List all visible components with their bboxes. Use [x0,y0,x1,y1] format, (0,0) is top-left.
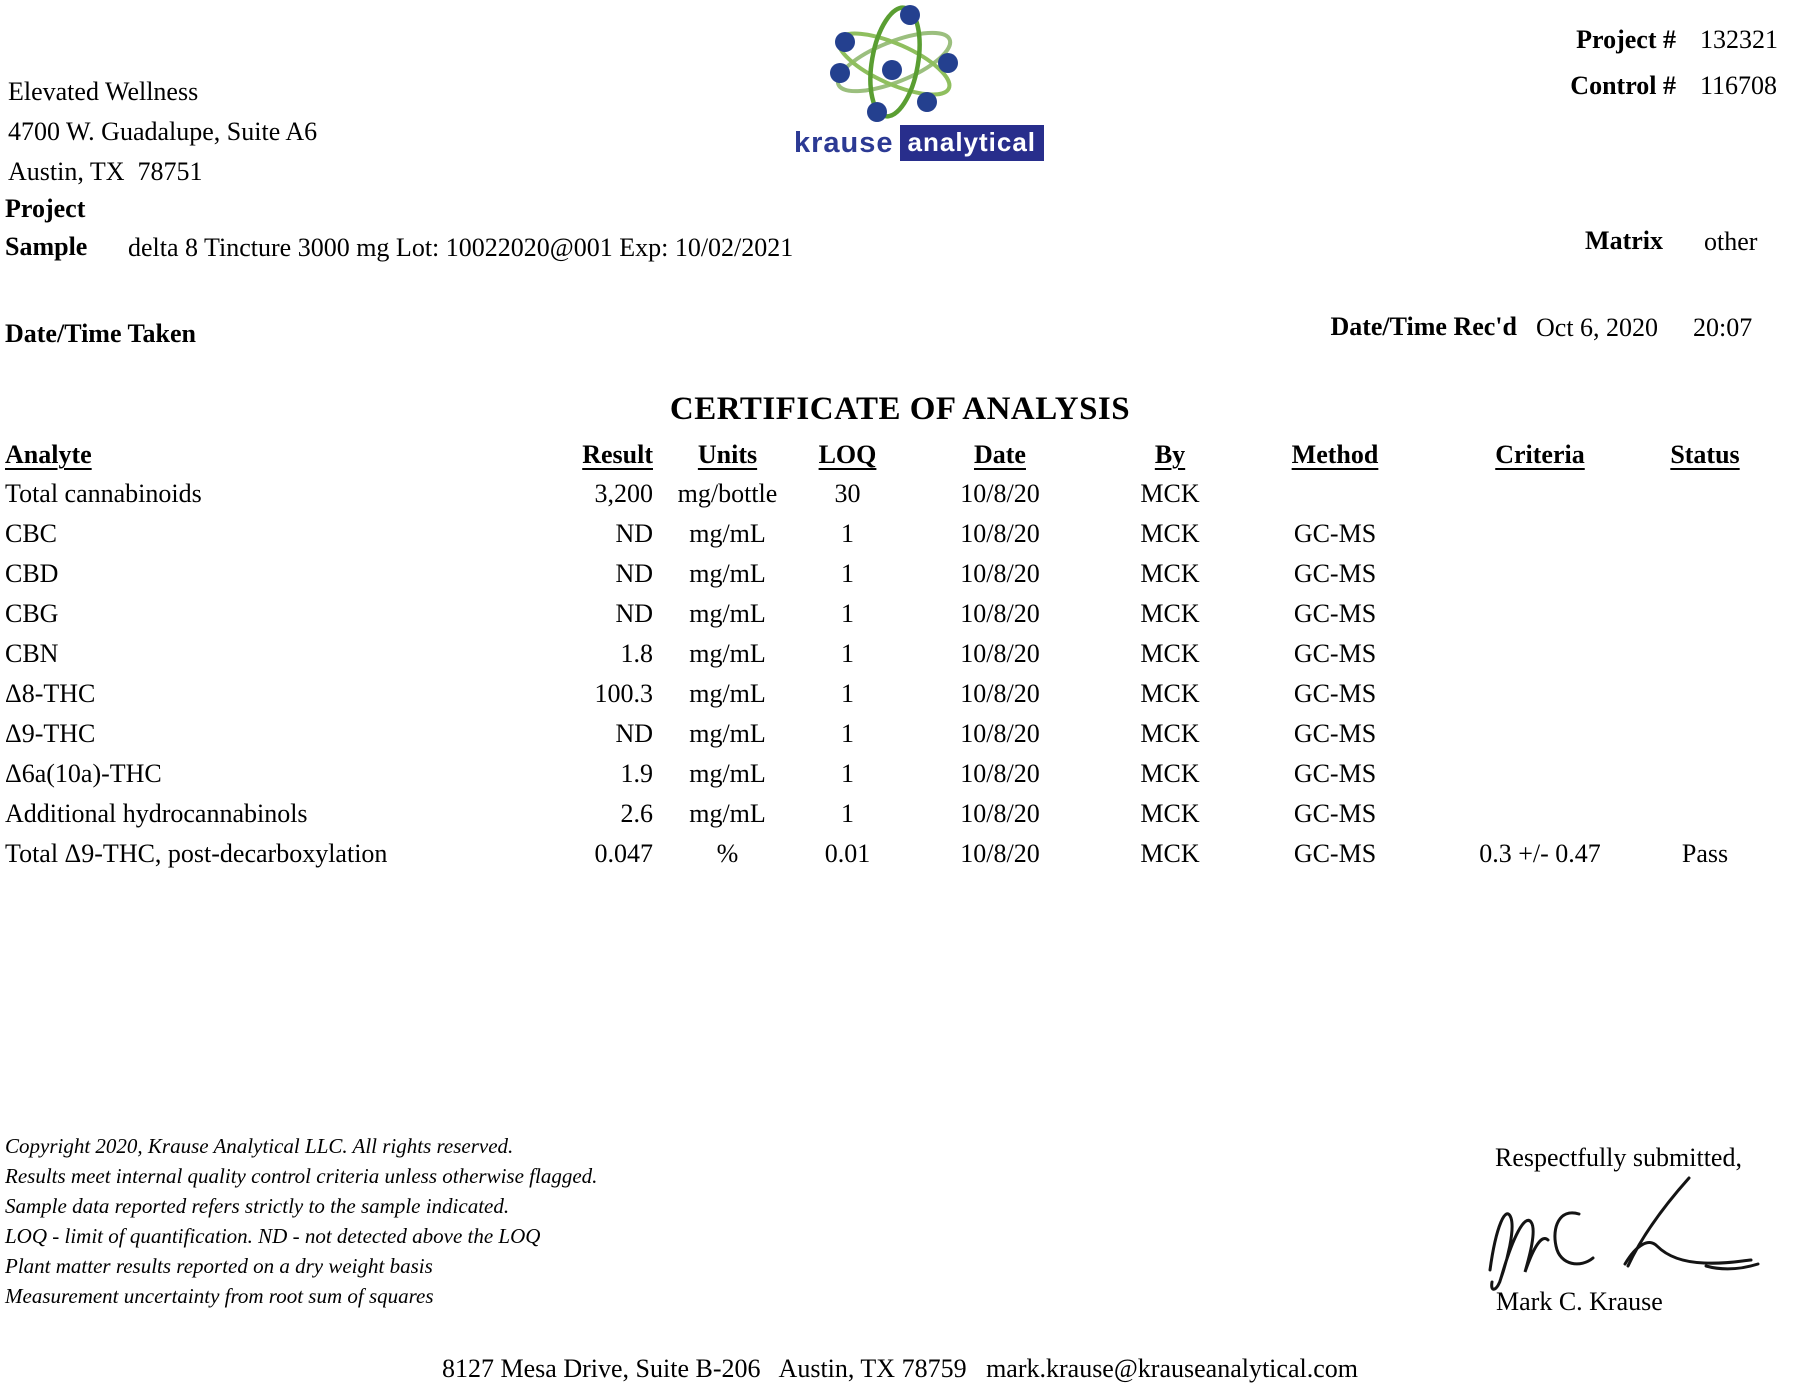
loq-cell: 30 [834,479,861,508]
status-cell [1650,594,1760,634]
by-cell: MCK [1140,799,1200,828]
method-cell: GC-MS [1293,759,1377,788]
table-row [5,474,1760,514]
units-cell: mg/mL [689,559,766,588]
analyte-cell: Total cannabinoids [5,479,202,508]
control-number-label: Control # [1570,71,1676,100]
criteria-cell [1430,554,1650,594]
by-cell: MCK [1140,559,1200,588]
units-cell: mg/mL [689,759,766,788]
table-row [5,674,1760,714]
status-cell [1650,474,1760,514]
table-row [5,794,1760,834]
footnote-line: Measurement uncertainty from root sum of squares [5,1284,434,1308]
date-cell: 10/8/20 [960,639,1040,668]
footnote-line: Sample data reported refers strictly to the sample indicated. [5,1194,510,1218]
units-cell: mg/mL [689,599,766,628]
table-row [5,554,1760,594]
status-cell [1650,714,1760,754]
logo-wordmark [794,125,1044,161]
client-city-state-zip: Austin, TX 78751 [8,157,203,186]
column-header-date: Date [974,440,1026,469]
loq-cell: 1 [841,719,854,748]
loq-cell: 1 [841,639,854,668]
status-cell [1650,754,1760,794]
sample-value: delta 8 Tincture 3000 mg Lot: 10022020@001 Exp: 10/02/2021 [128,233,794,262]
method-cell: GC-MS [1293,639,1377,668]
table-row [5,754,1760,794]
status-cell [1650,554,1760,594]
footnotes-block [5,1131,597,1311]
analyte-cell: CBG [5,599,59,628]
table-header-row [5,436,1760,474]
loq-cell: 1 [841,519,854,548]
analyte-cell: CBN [5,639,59,668]
units-cell: % [716,839,739,868]
criteria-cell [1430,514,1650,554]
column-header-analyte: Analyte [5,440,92,469]
analyte-results-table [5,436,1760,874]
criteria-cell [1430,634,1650,674]
logo-word-krause: krause [794,126,894,159]
loq-cell: 1 [841,599,854,628]
column-header-by: By [1154,440,1186,469]
status-cell [1650,674,1760,714]
result-cell: ND [615,599,653,628]
by-cell: MCK [1140,759,1200,788]
date-cell: 10/8/20 [960,599,1040,628]
footnote-line: Copyright 2020, Krause Analytical LLC. All rights reserved. [5,1134,514,1158]
by-cell: MCK [1140,839,1200,868]
criteria-cell [1430,754,1650,794]
units-cell: mg/mL [689,719,766,748]
client-name: Elevated Wellness [8,77,199,106]
by-cell: MCK [1140,639,1200,668]
table-row [5,634,1760,674]
date-cell: 10/8/20 [960,799,1040,828]
table-row [5,834,1760,874]
result-cell: 3,200 [594,479,653,508]
status-cell: Pass [1681,839,1729,868]
result-cell: ND [615,559,653,588]
method-cell: GC-MS [1293,519,1377,548]
method-cell: GC-MS [1293,679,1377,708]
analyte-table-body [5,474,1760,874]
date-cell: 10/8/20 [960,519,1040,548]
method-cell: GC-MS [1293,799,1377,828]
status-cell [1650,514,1760,554]
by-cell: MCK [1140,719,1200,748]
table-row [5,714,1760,754]
lab-address-footer: 8127 Mesa Drive, Suite B-206 Austin, TX 78759 mark.krause@krauseanalytical.com [442,1354,1358,1383]
by-cell: MCK [1140,679,1200,708]
page-title: CERTIFICATE OF ANALYSIS [669,391,1131,427]
datetime-recd-time: 20:07 [1693,313,1753,342]
by-cell: MCK [1140,479,1200,508]
criteria-cell: 0.3 +/- 0.47 [1479,839,1601,868]
by-cell: MCK [1140,519,1200,548]
status-cell [1650,634,1760,674]
analyte-cell: Δ6a(10a)-THC [5,759,162,788]
analyte-cell: Additional hydrocannabinols [5,799,308,828]
units-cell: mg/mL [689,799,766,828]
result-cell: 100.3 [594,679,653,708]
date-cell: 10/8/20 [960,559,1040,588]
logo-word-analytical: analytical [900,125,1045,161]
analyte-cell: CBC [5,519,58,548]
criteria-cell [1430,474,1650,514]
column-header-criteria: Criteria [1495,440,1585,469]
matrix-label: Matrix [1585,226,1663,255]
criteria-cell [1430,594,1650,634]
footnote-line: Plant matter results reported on a dry weight basis [5,1254,433,1278]
datetime-taken-label: Date/Time Taken [5,319,196,348]
loq-cell: 1 [841,679,854,708]
matrix-value: other [1704,227,1758,256]
criteria-cell [1430,674,1650,714]
analyte-cell: CBD [5,559,59,588]
units-cell: mg/mL [689,679,766,708]
method-cell: GC-MS [1293,559,1377,588]
loq-cell: 1 [841,559,854,588]
result-cell: ND [615,719,653,748]
method-cell: GC-MS [1293,599,1377,628]
krause-analytical-logo [780,2,1037,165]
units-cell: mg/bottle [677,479,778,508]
footnote-line: LOQ - limit of quantification. ND - not detected above the LOQ [5,1224,541,1248]
date-cell: 10/8/20 [960,839,1040,868]
atom-icon [780,2,1020,124]
result-cell: ND [615,519,653,548]
column-header-result: Result [582,440,653,469]
column-header-units: Units [697,440,758,469]
column-header-method: Method [1291,440,1379,469]
method-cell [1240,474,1430,514]
status-cell [1650,794,1760,834]
date-cell: 10/8/20 [960,759,1040,788]
project-number-label: Project # [1576,25,1676,54]
result-cell: 1.8 [620,639,653,668]
table-row [5,594,1760,634]
column-header-loq: LOQ [818,440,877,469]
sample-label: Sample [5,232,88,261]
loq-cell: 1 [841,759,854,788]
loq-cell: 1 [841,799,854,828]
column-header-status: Status [1670,440,1740,469]
datetime-recd-date: Oct 6, 2020 [1536,313,1659,342]
date-cell: 10/8/20 [960,719,1040,748]
method-cell: GC-MS [1293,839,1377,868]
project-number-value: 132321 [1700,25,1778,54]
signature-image [1478,1168,1770,1293]
control-number-value: 116708 [1700,71,1778,100]
closing-text: Respectfully submitted, [1495,1143,1742,1172]
analyte-cell: Δ9-THC [5,719,96,748]
client-street: 4700 W. Guadalupe, Suite A6 [8,117,318,146]
result-cell: 2.6 [620,799,653,828]
criteria-cell [1430,794,1650,834]
by-cell: MCK [1140,599,1200,628]
project-label: Project [5,194,86,223]
units-cell: mg/mL [689,639,766,668]
loq-cell: 0.01 [824,839,871,868]
footnote-line: Results meet internal quality control criteria unless otherwise flagged. [5,1164,598,1188]
datetime-recd-label: Date/Time Rec'd [1330,312,1517,341]
result-cell: 1.9 [620,759,653,788]
method-cell: GC-MS [1293,719,1377,748]
result-cell: 0.047 [594,839,653,868]
analyte-cell: Δ8-THC [5,679,96,708]
units-cell: mg/mL [689,519,766,548]
client-address-block [8,72,317,192]
signer-name: Mark C. Krause [1496,1287,1663,1316]
criteria-cell [1430,714,1650,754]
analyte-cell: Total Δ9-THC, post-decarboxylation [5,839,388,868]
date-cell: 10/8/20 [960,479,1040,508]
table-row [5,514,1760,554]
date-cell: 10/8/20 [960,679,1040,708]
